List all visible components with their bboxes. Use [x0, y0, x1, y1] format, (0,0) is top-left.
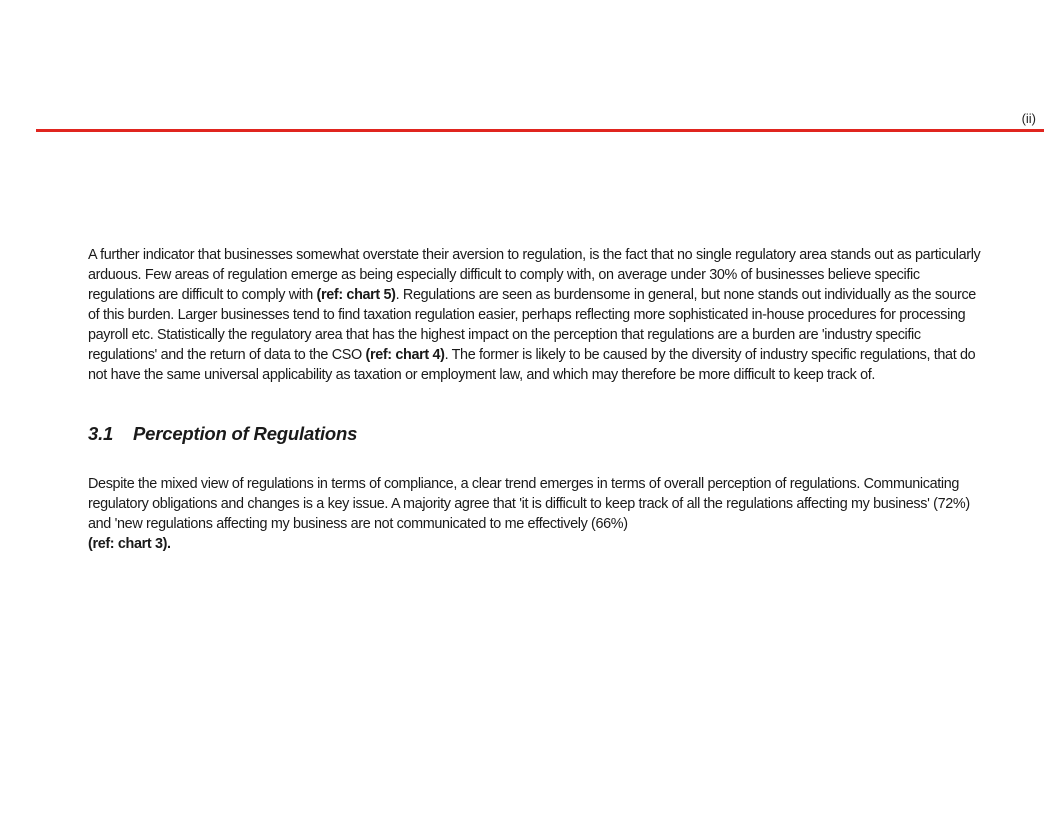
paragraph-text: Despite the mixed view of regulations in terms of compliance, a clear trend emerges in terms of overall perception of regulations. Communicating regulatory obligations and changes is a key issue. A majority agree that 'it is difficult to keep track of all the regulations affecting my business' (72%) and 'new regulations affecting my business are not communicated to me effectively (66%) — [88, 476, 970, 532]
paragraph-perception — [88, 474, 988, 554]
section-number: 3.1 — [88, 423, 114, 444]
chart-reference: (ref: chart 5) — [316, 287, 396, 303]
header-rule — [36, 129, 1044, 132]
paragraph-text: . The former is likely to be caused by the diversity of industry specific regulations, that do not have the same universal applicability as taxation or employment law, and which may therefore be more difficult to keep track of. — [88, 347, 976, 383]
paragraph-text: . Regulations are seen as burdensome in general, but none stands out individually as the source of this burden. Larger businesses tend to find taxation regulation easier, perhaps reflecting more sophisticated in-house procedures for processing payroll etc. Statistically the regulatory area that has the highest impact on the perception that regulations are a burden are 'industry specific regulations' and the return of data to the CSO — [88, 287, 976, 363]
chart-reference: (ref: chart 4) — [365, 347, 445, 363]
paragraph-regulatory-areas — [88, 245, 988, 385]
section-heading — [88, 422, 988, 446]
chart-reference: (ref: chart 3). — [88, 536, 171, 552]
document-body — [88, 245, 988, 554]
page-number: (ii) — [1021, 111, 1036, 126]
section-title: Perception of Regulations — [133, 423, 358, 444]
paragraph-text: A further indicator that businesses somewhat overstate their aversion to regulation, is the fact that no single regulatory area stands out as particularly arduous. Few areas of regulation emerge as being especially difficult to comply with, on average under 30% of businesses believe specific regulations are difficult to comply with — [88, 247, 981, 303]
